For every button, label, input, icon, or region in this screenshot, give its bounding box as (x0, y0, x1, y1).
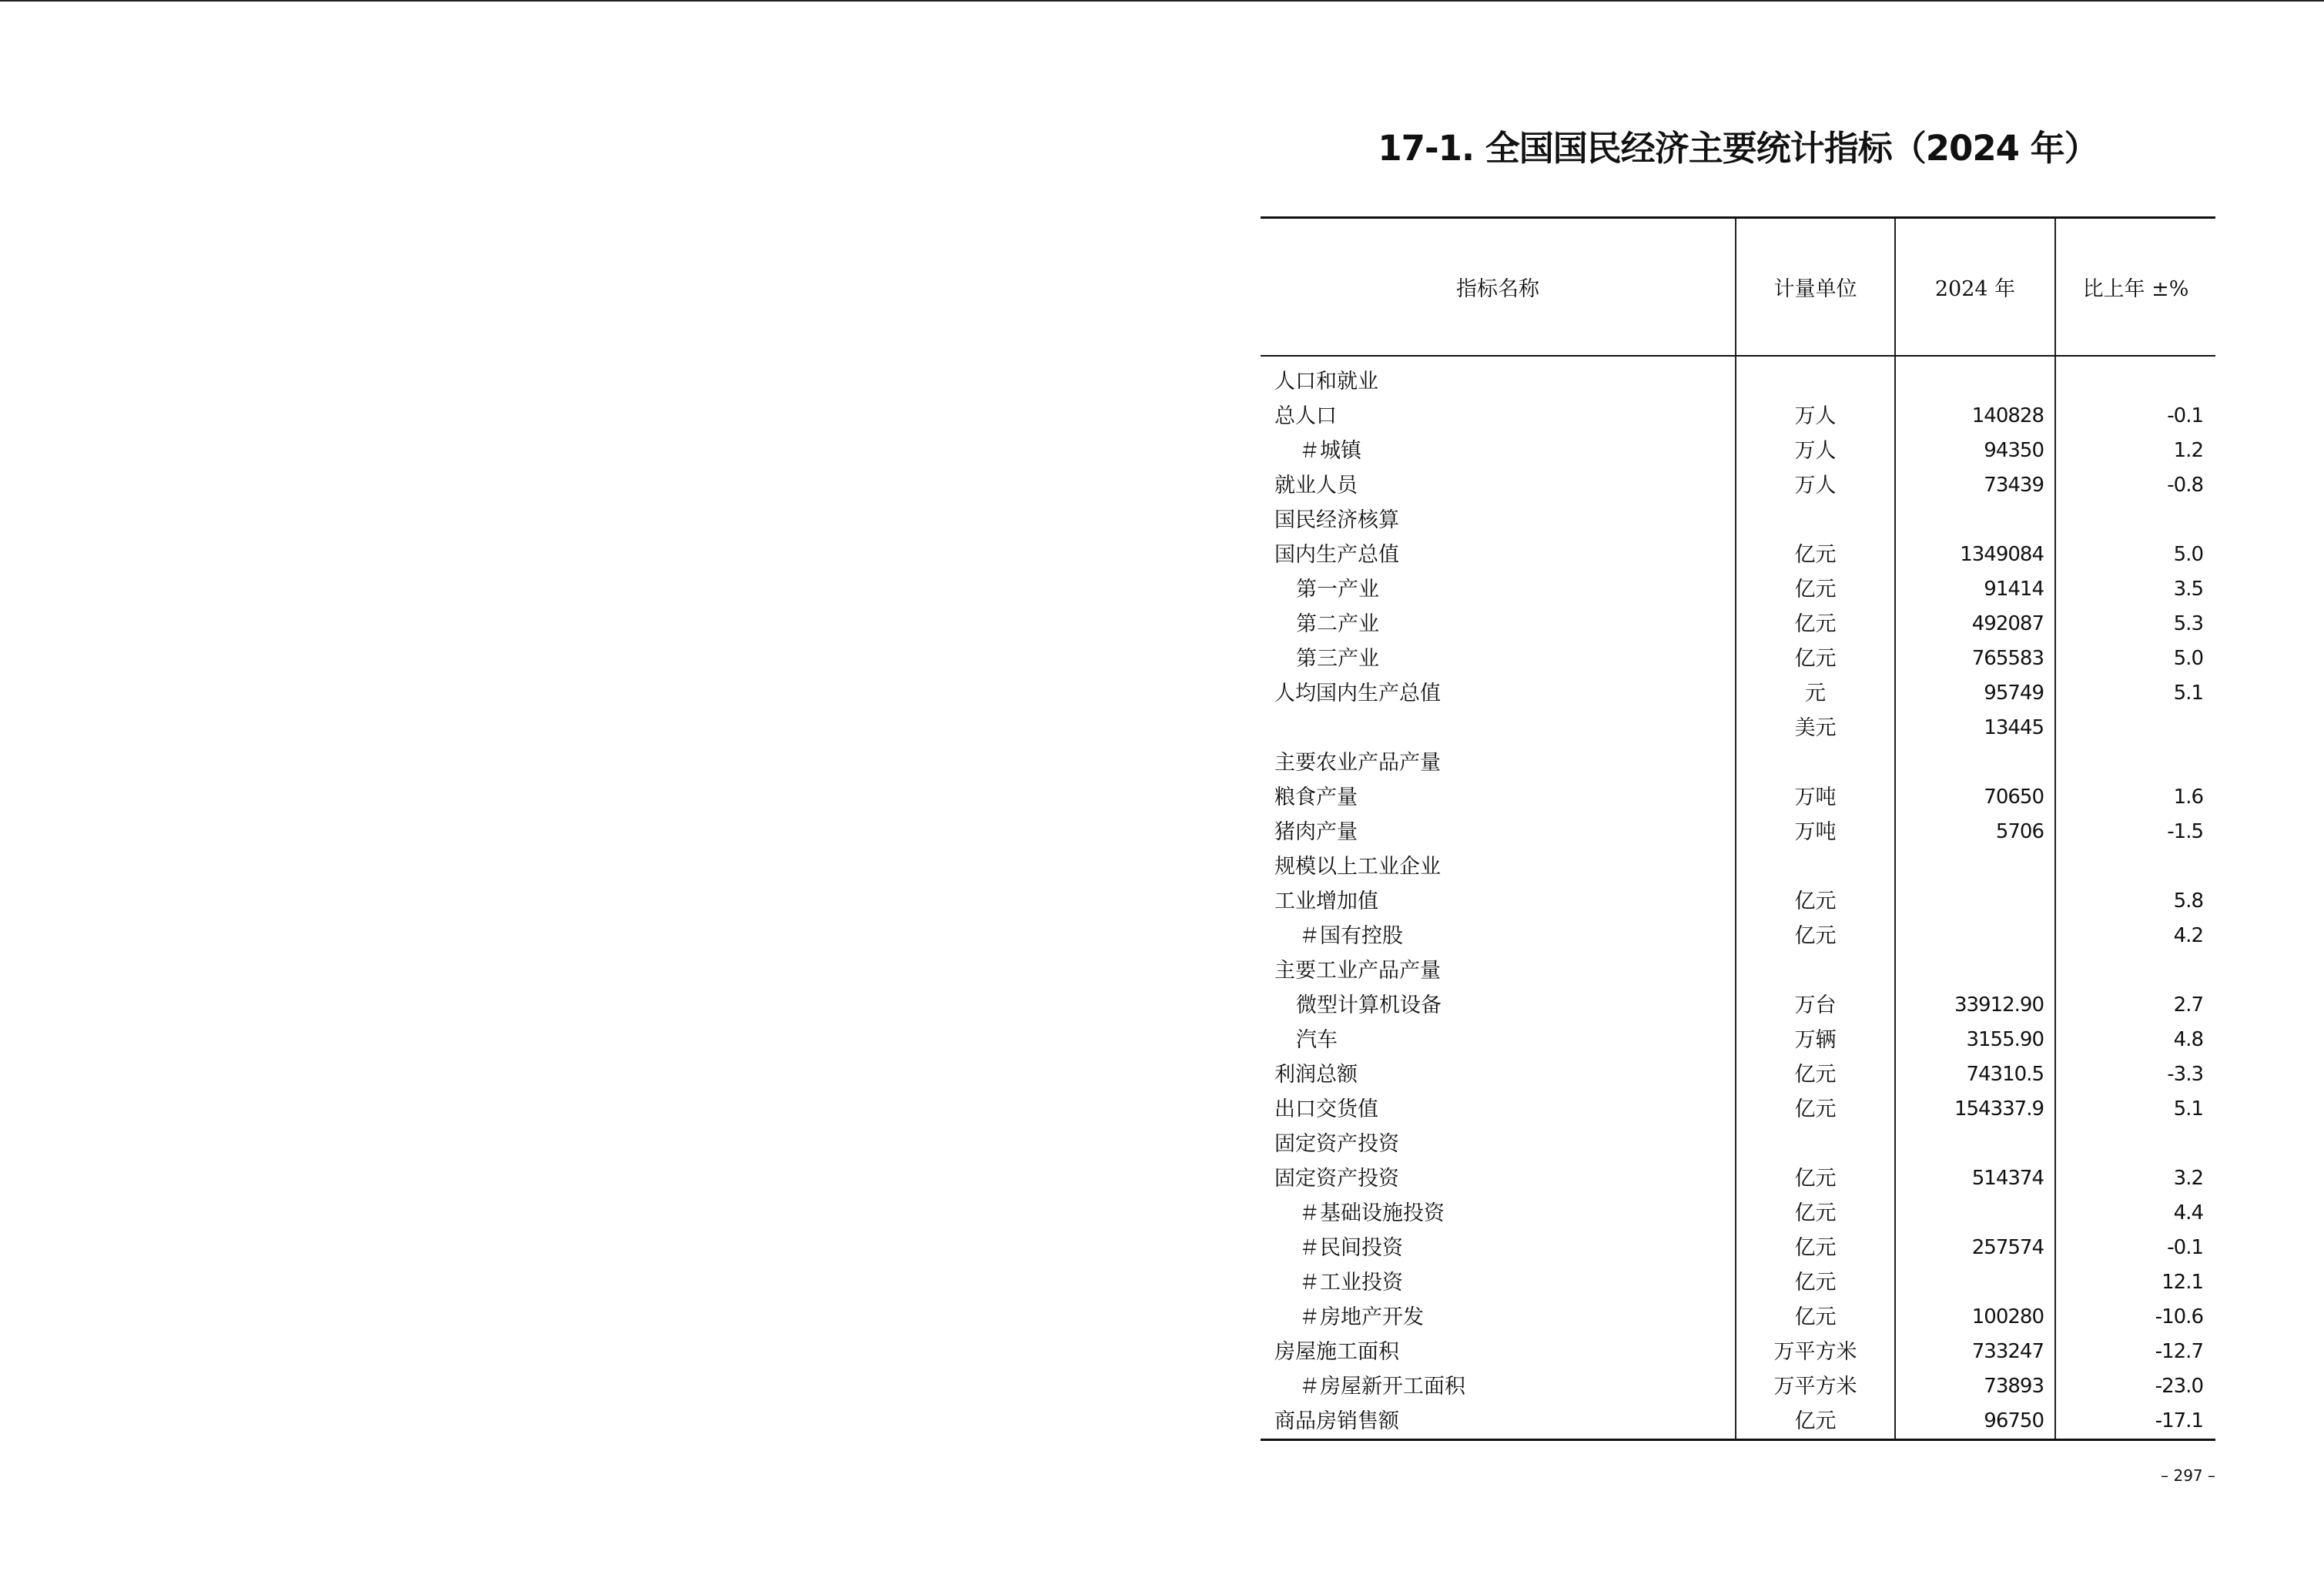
cell-unit: 万吨 (1736, 815, 1895, 849)
table-row (1261, 1404, 2215, 1440)
cell-indicator-name: 第一产业 (1296, 577, 1379, 601)
cell-change-percent: 1.2 (2055, 434, 2215, 468)
cell-indicator-name: 汽车 (1296, 1027, 1338, 1052)
cell-indicator-name: ＃民间投资 (1299, 1235, 1403, 1260)
table-row (1261, 745, 2215, 780)
cell-unit: 亿元 (1736, 607, 1895, 642)
cell-value-2024 (1895, 919, 2055, 953)
cell-value-2024: 257574 (1895, 1231, 2055, 1265)
table-row (1261, 356, 2215, 399)
cell-change-percent (2055, 953, 2215, 988)
cell-value-2024: 94350 (1895, 434, 2055, 468)
cell-indicator-name: 出口交货值 (1274, 1097, 1378, 1121)
cell-change-percent: 5.1 (2055, 676, 2215, 711)
table-row (1261, 468, 2215, 503)
cell-indicator-name: 国民经济核算 (1274, 508, 1399, 532)
cell-value-2024: 73893 (1895, 1369, 2055, 1404)
cell-value-2024 (1895, 503, 2055, 538)
table-row (1261, 1231, 2215, 1265)
cell-indicator-name: 人均国内生产总值 (1274, 681, 1441, 705)
cell-change-percent: 5.8 (2055, 884, 2215, 919)
table-row (1261, 988, 2215, 1023)
cell-value-2024: 95749 (1895, 676, 2055, 711)
cell-change-percent (2055, 711, 2215, 745)
cell-unit: 亿元 (1736, 1057, 1895, 1092)
cell-change-percent: 3.2 (2055, 1161, 2215, 1196)
cell-change-percent: 4.8 (2055, 1023, 2215, 1057)
cell-change-percent: -3.3 (2055, 1057, 2215, 1092)
cell-indicator-name: 猪肉产量 (1274, 819, 1358, 844)
cell-indicator-name: ＃房地产开发 (1299, 1305, 1424, 1329)
cell-change-percent: -0.1 (2055, 1231, 2215, 1265)
table-row (1261, 1265, 2215, 1300)
table-row (1261, 538, 2215, 572)
cell-change-percent: 4.2 (2055, 919, 2215, 953)
cell-unit: 万吨 (1736, 780, 1895, 815)
cell-unit: 亿元 (1736, 642, 1895, 676)
cell-value-2024: 765583 (1895, 642, 2055, 676)
cell-unit: 万台 (1736, 988, 1895, 1023)
cell-unit: 亿元 (1736, 1300, 1895, 1335)
page-number: – 297 – (2161, 1466, 2215, 1485)
cell-unit: 元 (1736, 676, 1895, 711)
table-row (1261, 815, 2215, 849)
header-value-2024: 2024 年 (1895, 218, 2055, 356)
table-body (1261, 356, 2215, 1440)
cell-indicator-name: 就业人员 (1274, 473, 1358, 498)
header-unit: 计量单位 (1736, 218, 1895, 356)
cell-change-percent (2055, 849, 2215, 884)
cell-change-percent: 3.5 (2055, 572, 2215, 607)
table-row (1261, 780, 2215, 815)
cell-change-percent: -0.1 (2055, 399, 2215, 434)
table-row (1261, 676, 2215, 711)
cell-unit (1736, 953, 1895, 988)
cell-value-2024 (1895, 356, 2055, 399)
cell-change-percent: 5.1 (2055, 1092, 2215, 1127)
cell-value-2024 (1895, 745, 2055, 780)
cell-indicator-name: 固定资产投资 (1274, 1166, 1399, 1191)
cell-change-percent: 5.0 (2055, 642, 2215, 676)
table-header-row (1261, 218, 2215, 356)
cell-change-percent: 5.3 (2055, 607, 2215, 642)
cell-unit: 万人 (1736, 434, 1895, 468)
page-title: 17-1. 全国国民经济主要统计指标（2024 年） (1378, 128, 2098, 169)
cell-value-2024: 73439 (1895, 468, 2055, 503)
cell-unit: 亿元 (1736, 884, 1895, 919)
cell-change-percent: -17.1 (2055, 1404, 2215, 1440)
table-row (1261, 399, 2215, 434)
table-row (1261, 884, 2215, 919)
header-change-percent: 比上年 ±% (2055, 218, 2215, 356)
cell-value-2024: 96750 (1895, 1404, 2055, 1440)
cell-change-percent: 5.0 (2055, 538, 2215, 572)
cell-unit: 亿元 (1736, 538, 1895, 572)
cell-value-2024: 13445 (1895, 711, 2055, 745)
cell-indicator-name: 商品房销售额 (1261, 1404, 1736, 1440)
page-top-rule (0, 0, 2324, 2)
cell-unit: 亿元 (1736, 1404, 1895, 1440)
cell-unit (1736, 1127, 1895, 1161)
table-row (1261, 953, 2215, 988)
cell-change-percent: -23.0 (2055, 1369, 2215, 1404)
cell-indicator-name: 国内生产总值 (1274, 542, 1399, 567)
cell-value-2024: 3155.90 (1895, 1023, 2055, 1057)
cell-value-2024: 154337.9 (1895, 1092, 2055, 1127)
cell-value-2024: 1349084 (1895, 538, 2055, 572)
cell-value-2024 (1895, 1196, 2055, 1231)
cell-change-percent: -0.8 (2055, 468, 2215, 503)
cell-change-percent: -10.6 (2055, 1300, 2215, 1335)
table-row (1261, 919, 2215, 953)
table-row (1261, 1161, 2215, 1196)
cell-change-percent: 1.6 (2055, 780, 2215, 815)
table-row (1261, 1092, 2215, 1127)
cell-indicator-name: 第二产业 (1296, 611, 1379, 636)
statistics-table (1261, 216, 2215, 1441)
cell-unit: 亿元 (1736, 1161, 1895, 1196)
cell-change-percent: 12.1 (2055, 1265, 2215, 1300)
cell-indicator-name: ＃城镇 (1299, 438, 1361, 463)
table-row (1261, 434, 2215, 468)
table-row (1261, 1300, 2215, 1335)
table-row (1261, 1023, 2215, 1057)
cell-unit (1736, 745, 1895, 780)
cell-value-2024: 100280 (1895, 1300, 2055, 1335)
cell-unit: 美元 (1736, 711, 1895, 745)
cell-unit (1736, 503, 1895, 538)
table-row (1261, 503, 2215, 538)
cell-unit: 万人 (1736, 468, 1895, 503)
table-header (1261, 218, 2215, 356)
cell-indicator-name: 粮食产量 (1274, 785, 1358, 809)
cell-value-2024 (1895, 1127, 2055, 1161)
cell-change-percent (2055, 356, 2215, 399)
cell-unit: 亿元 (1736, 1265, 1895, 1300)
cell-value-2024: 140828 (1895, 399, 2055, 434)
cell-indicator-name: 主要工业产品产量 (1274, 958, 1441, 983)
cell-indicator-name: 第三产业 (1296, 646, 1379, 671)
cell-value-2024: 70650 (1895, 780, 2055, 815)
cell-change-percent (2055, 1127, 2215, 1161)
cell-indicator-name: 固定资产投资 (1274, 1131, 1399, 1156)
cell-unit (1736, 356, 1895, 399)
table-row (1261, 1127, 2215, 1161)
cell-change-percent: 4.4 (2055, 1196, 2215, 1231)
cell-change-percent: -1.5 (2055, 815, 2215, 849)
cell-value-2024 (1895, 884, 2055, 919)
cell-value-2024 (1895, 953, 2055, 988)
cell-value-2024: 514374 (1895, 1161, 2055, 1196)
table-row (1261, 1369, 2215, 1404)
cell-unit (1736, 849, 1895, 884)
cell-indicator-name: ＃基础设施投资 (1299, 1201, 1445, 1225)
cell-change-percent: 2.7 (2055, 988, 2215, 1023)
cell-unit: 亿元 (1736, 1196, 1895, 1231)
cell-change-percent: -12.7 (2055, 1335, 2215, 1369)
cell-unit: 万辆 (1736, 1023, 1895, 1057)
cell-unit: 亿元 (1736, 572, 1895, 607)
header-indicator-name: 指标名称 (1261, 218, 1736, 356)
cell-indicator-name: ＃房屋新开工面积 (1299, 1374, 1465, 1399)
cell-indicator-name: 规模以上工业企业 (1274, 854, 1441, 879)
cell-indicator-name: 微型计算机设备 (1296, 993, 1442, 1017)
cell-unit: 万平方米 (1736, 1335, 1895, 1369)
cell-indicator-name: 主要农业产品产量 (1274, 750, 1441, 775)
cell-unit: 万人 (1736, 399, 1895, 434)
table-row (1261, 1196, 2215, 1231)
cell-unit: 亿元 (1736, 919, 1895, 953)
cell-change-percent (2055, 503, 2215, 538)
table-row (1261, 642, 2215, 676)
cell-indicator-name (1261, 711, 1736, 745)
cell-indicator-name: ＃工业投资 (1299, 1270, 1403, 1295)
cell-value-2024: 33912.90 (1895, 988, 2055, 1023)
cell-indicator-name: 人口和就业 (1274, 369, 1378, 394)
table-row (1261, 849, 2215, 884)
cell-change-percent (2055, 745, 2215, 780)
cell-indicator-name: 利润总额 (1274, 1062, 1358, 1087)
cell-indicator-name: 总人口 (1274, 404, 1337, 428)
cell-unit: 亿元 (1736, 1231, 1895, 1265)
cell-value-2024: 5706 (1895, 815, 2055, 849)
cell-unit: 万平方米 (1736, 1369, 1895, 1404)
table-row (1261, 607, 2215, 642)
cell-value-2024: 492087 (1895, 607, 2055, 642)
cell-unit: 亿元 (1736, 1092, 1895, 1127)
cell-indicator-name: 工业增加值 (1274, 889, 1378, 913)
cell-value-2024: 74310.5 (1895, 1057, 2055, 1092)
cell-value-2024: 733247 (1895, 1335, 2055, 1369)
table-row (1261, 711, 2215, 745)
cell-indicator-name: 房屋施工面积 (1274, 1339, 1399, 1364)
table-row (1261, 572, 2215, 607)
cell-value-2024 (1895, 849, 2055, 884)
table-row (1261, 1057, 2215, 1092)
cell-indicator-name: ＃国有控股 (1299, 923, 1403, 948)
cell-value-2024: 91414 (1895, 572, 2055, 607)
cell-value-2024 (1895, 1265, 2055, 1300)
table-row (1261, 1335, 2215, 1369)
